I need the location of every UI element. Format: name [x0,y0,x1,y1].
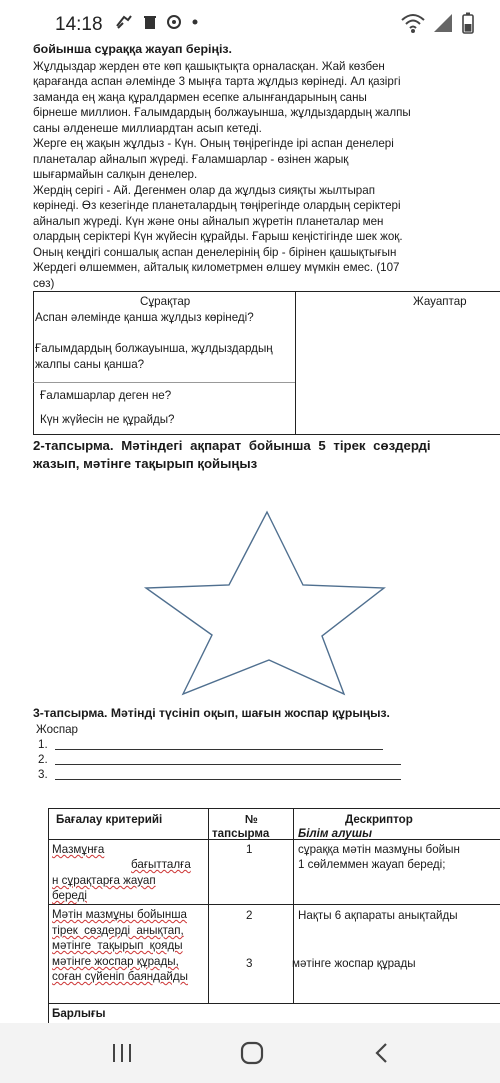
task1-heading: бойынша сұраққа жауап беріңіз. [33,42,233,56]
text-line: шығармайын салқын денелер. [33,168,198,181]
trash-icon [142,14,158,30]
criteria-total: Барлығы [52,1007,106,1020]
criterion-text: бағытталға [131,858,191,871]
signal-icon [432,12,454,34]
task2-heading-line2: жазып, мәтінге тақырып қойыңыз [33,456,258,471]
criterion-num: 1 [246,843,253,856]
back-icon[interactable] [370,1041,394,1065]
text-line: саны әлденеше миллиардтан асып кетеді. [33,122,262,135]
table-border [48,904,500,905]
plan-item-number: 1. [38,738,48,751]
criterion-text: Мазмұнға [52,843,105,856]
criteria-header-task: тапсырма [212,827,270,840]
text-line: айналып жүреді. Күн және оны айналып жүретін планеталар мен [33,215,384,228]
table-border [208,808,209,1003]
table-border [48,1003,500,1004]
recent-apps-icon[interactable] [110,1041,134,1065]
descriptor-text: сұраққа мәтін мазмұны бойын [298,843,460,856]
status-bar [0,0,500,38]
dot-icon [191,14,199,30]
table-border [48,808,49,1023]
text-line: планеталар айналып жүреді. Ғаламшарлар - өзінен жарық [33,153,349,166]
qa-header-answers: Жауаптар [413,295,467,308]
android-nav-bar [0,1023,500,1083]
plan-label: Жоспар [36,723,78,736]
table-row-divider [33,382,295,383]
text-line: Жердегі өлшеммен, айталық километрмен өлшеу мүмкін емес. (107 [33,261,400,274]
text-line: көрінеді. Өз кезегінде планеталардың төңірегінде олардың серіктері [33,199,401,212]
criteria-header-student: Білім алушы [298,827,372,840]
notification-icon [115,14,133,30]
task2-heading-line1: 2-тапсырма. Мәтіндегі ақпарат бойынша 5 тірек сөздерді [33,438,431,453]
status-time: 14:18 [55,14,103,35]
question-item: Аспан әлемінде қанша жұлдыз көрінеді? [35,311,254,324]
text-line: олардың серіктері Күн жүйесін құрайды. Ғарыш кеңістігінде шек жоқ. [33,230,403,243]
home-icon[interactable] [239,1040,265,1066]
criterion-text: н сұрақтарға жауап [52,874,156,887]
question-item: Ғалымдардың болжауынша, жұлдыздардың [35,342,273,355]
table-border [48,839,500,840]
text-line: Жерге ең жақын жұлдыз - Күн. Оның төңірегінде ірі аспан денелері [33,137,394,150]
text-line: Жұлдыздар жерден өте көп қашықтықта орналасқан. Жай көзбен [33,60,385,73]
table-border [33,434,500,435]
criterion-text: мәтінге жоспар құрады, [52,955,179,968]
descriptor-text: 1 сөйлеммен жауап береді; [298,858,446,871]
star-shape[interactable] [0,508,500,698]
table-border [33,291,34,434]
question-item: жалпы саны қанша? [35,358,145,371]
question-item: Ғаламшарлар деген не? [40,389,172,402]
text-line: сөз) [33,277,55,290]
criterion-text: береді [52,889,87,902]
question-item: Күн жүйесін не құрайды? [40,413,175,426]
plan-item-number: 2. [38,753,48,766]
text-line: Жердің серігі - Ай. Дегенмен олар да жұлдыз сияқты жылтырап [33,184,375,197]
plan-item-number: 3. [38,768,48,781]
text-line: бірнеше миллион. Ғалымдардың болжауынша, жұлдыздардың жалпы [33,106,411,119]
status-right-icons [400,12,490,36]
descriptor-text: мәтінге жоспар құрады [292,957,416,970]
table-border [33,291,500,292]
criteria-header-num: № [245,813,258,826]
criterion-text: Мәтін мазмұны бойынша [52,908,187,921]
battery-icon [462,12,474,34]
plan-item-2-line[interactable] [55,764,401,765]
criterion-text: соған сүйеніп баяндайды [52,970,188,983]
plan-item-1-line[interactable] [55,749,383,750]
criteria-header-criterion: Бағалау критерийі [56,813,163,826]
text-line: Оның кеңдігі соншалық аспан денелерінің бір - бірінен қашықтығын [33,246,397,259]
status-icons [115,14,199,35]
table-border [293,808,294,1003]
worksheet-page[interactable] [0,38,500,1023]
descriptor-text: Нақты 6 ақпараты анықтайды [298,909,458,922]
criterion-num: 2 [246,909,253,922]
plan-item-3-line[interactable] [55,779,401,780]
chat-icon [166,14,182,30]
criterion-text: мәтінге тақырып қояды [52,939,183,952]
criterion-text: тірек сөздерді анықтап, [52,924,184,937]
text-line: заманда ең жаңа құралдармен есепке алынғандарының саны [33,91,367,104]
answer-cell[interactable] [296,310,500,434]
task3-heading: 3-тапсырма. Мәтінді түсініп оқып, шағын жоспар құрыңыз. [33,706,390,720]
text-line: қарағанда аспан әлемінде 3 мыңға тарта жұлдыз көрінеді. Ал қазіргі [33,75,401,88]
wifi-icon [400,12,426,34]
criterion-num: 3 [246,957,253,970]
qa-header-questions: Сұрақтар [140,295,191,308]
table-border [48,808,500,809]
criteria-header-descriptor: Дескриптор [345,813,413,826]
